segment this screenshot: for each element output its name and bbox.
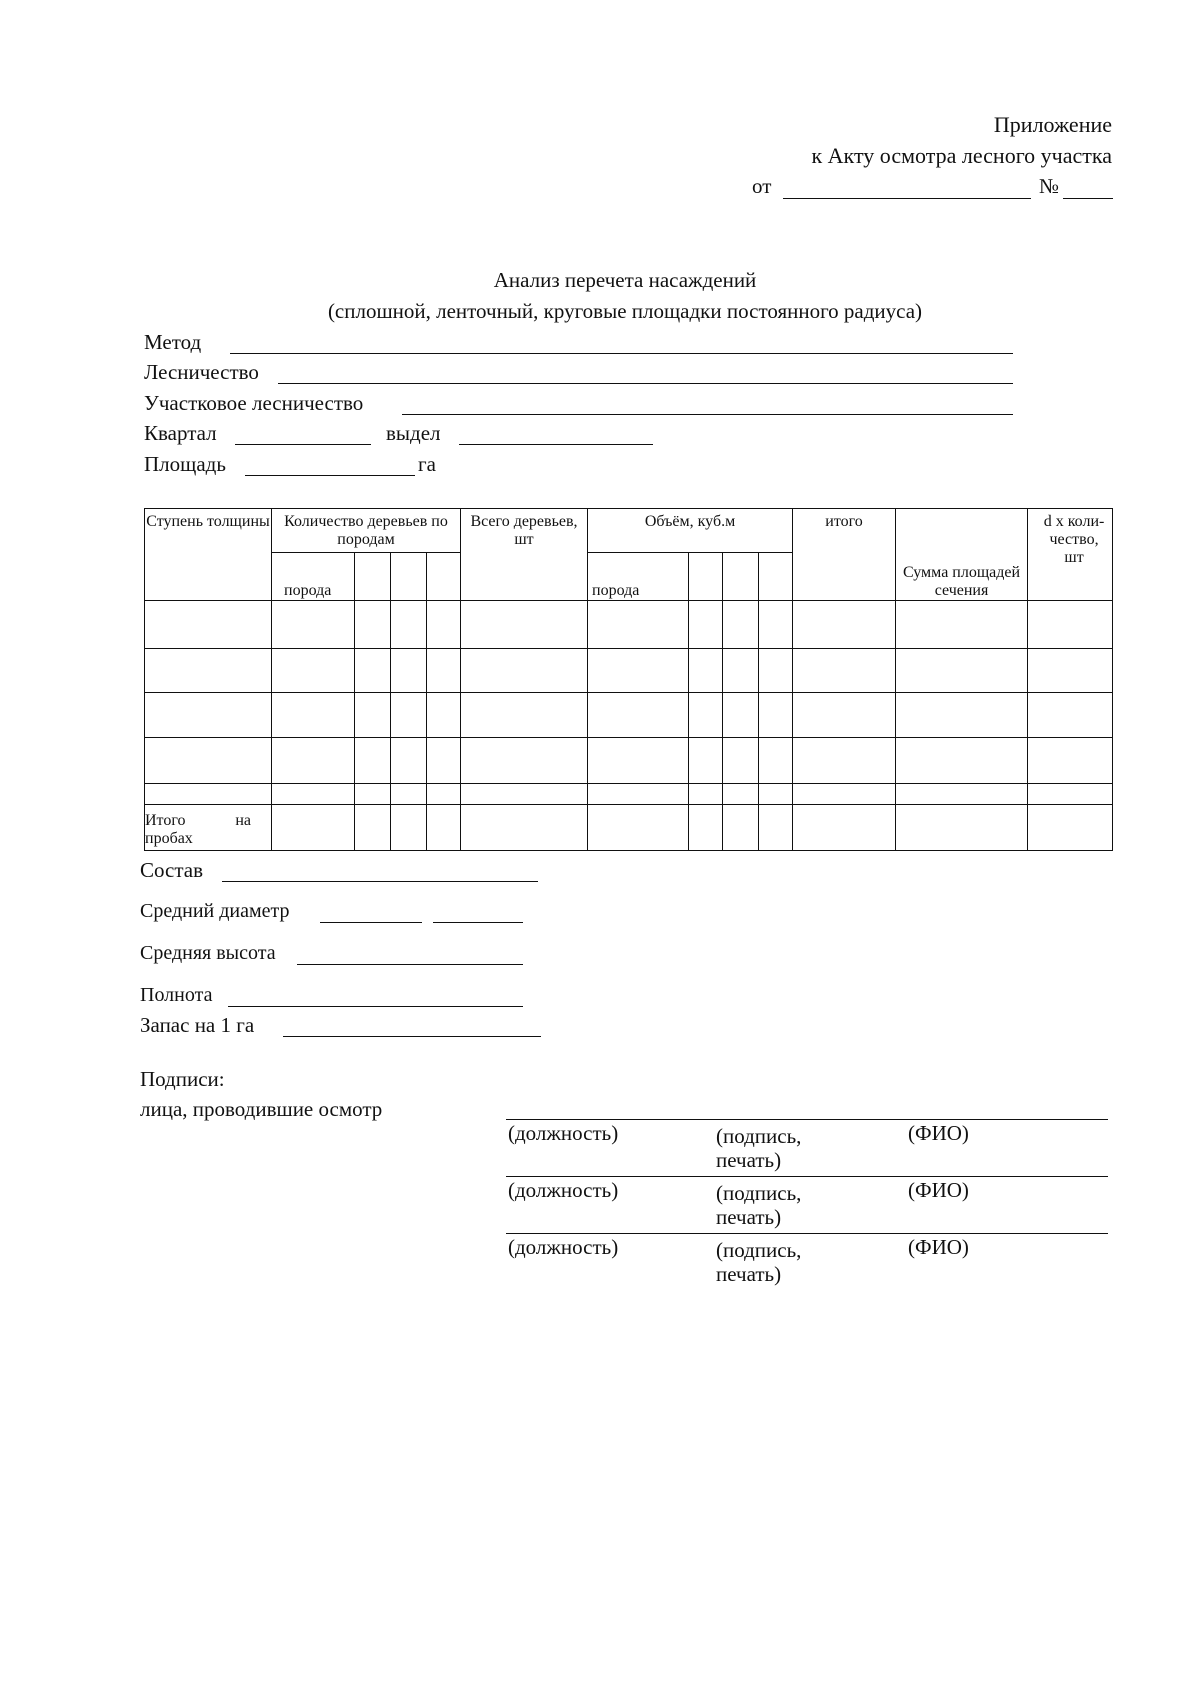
avg-height-field[interactable] bbox=[297, 964, 523, 965]
table-cell[interactable] bbox=[391, 601, 427, 649]
sign-label-1 bbox=[716, 1124, 801, 1172]
position-label-1: (должность) bbox=[508, 1121, 619, 1145]
method-field[interactable] bbox=[230, 353, 1013, 354]
table-cell[interactable] bbox=[355, 649, 391, 693]
table-cell[interactable] bbox=[588, 649, 689, 693]
subheader-species-count: порода bbox=[272, 553, 355, 601]
total-label-left: Итого bbox=[145, 812, 186, 829]
subheader-species-volume: порода bbox=[588, 553, 689, 601]
sign-label-line2: печать) bbox=[716, 1205, 782, 1229]
number-field[interactable] bbox=[1063, 198, 1113, 199]
table-cell[interactable] bbox=[793, 738, 896, 784]
doc-title: Анализ перечета насаждений bbox=[493, 268, 757, 292]
table-cell[interactable] bbox=[355, 738, 391, 784]
table-cell[interactable] bbox=[896, 738, 1028, 784]
table-cell[interactable] bbox=[793, 805, 896, 851]
number-label: № bbox=[1039, 174, 1060, 198]
allotment-field[interactable] bbox=[459, 444, 653, 445]
forestry-field[interactable] bbox=[278, 383, 1013, 384]
table-cell[interactable] bbox=[759, 601, 793, 649]
signatures-title: Подписи: bbox=[140, 1067, 225, 1091]
fio-label-2: (ФИО) bbox=[908, 1178, 969, 1202]
subheader-cell bbox=[427, 553, 461, 601]
table-cell[interactable] bbox=[355, 784, 391, 805]
subheader-cell bbox=[723, 553, 759, 601]
table-cell[interactable] bbox=[793, 601, 896, 649]
table-cell[interactable] bbox=[391, 738, 427, 784]
position-label-2: (должность) bbox=[508, 1178, 619, 1202]
table-cell[interactable] bbox=[1028, 649, 1113, 693]
table-cell[interactable] bbox=[759, 805, 793, 851]
table-cell[interactable] bbox=[793, 693, 896, 738]
table-cell[interactable] bbox=[689, 693, 723, 738]
composition-field[interactable] bbox=[222, 881, 538, 882]
table-cell[interactable] bbox=[723, 601, 759, 649]
subheader-cell bbox=[391, 553, 427, 601]
table-cell[interactable] bbox=[723, 738, 759, 784]
signature-line-2[interactable] bbox=[506, 1176, 1108, 1177]
area-unit: га bbox=[418, 452, 436, 476]
date-field[interactable] bbox=[783, 198, 1031, 199]
table-cell[interactable] bbox=[588, 693, 689, 738]
table-cell[interactable] bbox=[145, 693, 272, 738]
table-cell[interactable] bbox=[461, 693, 588, 738]
enumeration-table bbox=[144, 508, 1113, 851]
sign-label-line1: (подпись, bbox=[716, 1238, 802, 1262]
table-cell[interactable] bbox=[1028, 784, 1113, 805]
header-itogo: итого bbox=[793, 509, 896, 601]
table-cell[interactable] bbox=[355, 601, 391, 649]
table-cell[interactable] bbox=[689, 738, 723, 784]
table-cell[interactable] bbox=[461, 649, 588, 693]
sign-label-line2: печать) bbox=[716, 1262, 782, 1286]
table-cell[interactable] bbox=[689, 784, 723, 805]
table-cell[interactable] bbox=[272, 601, 355, 649]
stock-field[interactable] bbox=[283, 1036, 541, 1037]
table-cell[interactable] bbox=[896, 649, 1028, 693]
table-cell[interactable] bbox=[689, 649, 723, 693]
table-cell[interactable] bbox=[427, 738, 461, 784]
table-cell[interactable] bbox=[759, 649, 793, 693]
table-cell[interactable] bbox=[427, 805, 461, 851]
avg-height-label: Средняя высота bbox=[140, 942, 276, 964]
sign-label-3 bbox=[716, 1238, 801, 1286]
table-cell[interactable] bbox=[145, 601, 272, 649]
table-cell[interactable] bbox=[896, 805, 1028, 851]
table-total-row bbox=[145, 805, 1113, 851]
table-cell[interactable] bbox=[689, 601, 723, 649]
header-volume: Объём, куб.м bbox=[588, 509, 793, 553]
table-cell[interactable] bbox=[272, 805, 355, 851]
table-cell[interactable] bbox=[461, 784, 588, 805]
density-field[interactable] bbox=[228, 1006, 523, 1007]
subheader-cell bbox=[689, 553, 723, 601]
table-cell[interactable] bbox=[689, 805, 723, 851]
fio-label-1: (ФИО) bbox=[908, 1121, 969, 1145]
district-forestry-field[interactable] bbox=[402, 414, 1013, 415]
area-label: Площадь bbox=[144, 452, 226, 476]
table-cell[interactable] bbox=[588, 805, 689, 851]
header-sum-area: Сумма площадей сечения bbox=[896, 509, 1028, 601]
table-cell[interactable] bbox=[272, 784, 355, 805]
table-row bbox=[145, 649, 1113, 693]
table-cell[interactable] bbox=[355, 805, 391, 851]
table-cell[interactable] bbox=[145, 784, 272, 805]
header-total-trees: Всего деревьев, шт bbox=[461, 509, 588, 601]
table-cell[interactable] bbox=[1028, 601, 1113, 649]
table-cell[interactable] bbox=[588, 601, 689, 649]
district-forestry-label: Участковое лесничество bbox=[144, 391, 364, 415]
avg-diameter-field-1[interactable] bbox=[320, 922, 422, 923]
table-cell[interactable] bbox=[145, 649, 272, 693]
table-cell[interactable] bbox=[723, 784, 759, 805]
method-label: Метод bbox=[144, 330, 202, 354]
avg-diameter-field-2[interactable] bbox=[433, 922, 523, 923]
table-cell[interactable] bbox=[391, 649, 427, 693]
table-cell[interactable] bbox=[461, 601, 588, 649]
table-cell[interactable] bbox=[1028, 738, 1113, 784]
quarter-label: Квартал bbox=[144, 421, 217, 445]
table-cell[interactable] bbox=[793, 784, 896, 805]
allotment-label: выдел bbox=[386, 421, 441, 445]
sign-label-line1: (подпись, bbox=[716, 1124, 802, 1148]
table-cell[interactable] bbox=[272, 649, 355, 693]
table-cell[interactable] bbox=[272, 738, 355, 784]
table-cell[interactable] bbox=[588, 784, 689, 805]
table-cell[interactable] bbox=[1028, 805, 1113, 851]
quarter-field[interactable] bbox=[235, 444, 371, 445]
table-cell[interactable] bbox=[355, 693, 391, 738]
table-row bbox=[145, 693, 1113, 738]
table-cell[interactable] bbox=[723, 649, 759, 693]
table-cell[interactable] bbox=[272, 693, 355, 738]
table-cell[interactable] bbox=[461, 805, 588, 851]
table-cell[interactable] bbox=[145, 738, 272, 784]
table-cell[interactable] bbox=[427, 693, 461, 738]
sign-label-2 bbox=[716, 1181, 801, 1229]
table-cell[interactable] bbox=[588, 738, 689, 784]
header-tree-count: Количество деревьев по породам bbox=[272, 509, 461, 553]
table-cell[interactable] bbox=[759, 693, 793, 738]
forestry-label: Лесничество bbox=[144, 360, 259, 384]
composition-label: Состав bbox=[140, 858, 204, 882]
doc-subtitle: (сплошной, ленточный, круговые площадки постоянного радиуса) bbox=[327, 299, 923, 323]
table-cell[interactable] bbox=[896, 784, 1028, 805]
sign-label-line2: печать) bbox=[716, 1148, 782, 1172]
subheader-cell bbox=[759, 553, 793, 601]
table-cell[interactable] bbox=[723, 693, 759, 738]
sign-label-line1: (подпись, bbox=[716, 1181, 802, 1205]
density-label: Полнота bbox=[140, 984, 213, 1006]
table-cell[interactable] bbox=[427, 649, 461, 693]
position-label-3: (должность) bbox=[508, 1235, 619, 1259]
table-cell[interactable] bbox=[427, 601, 461, 649]
fio-label-3: (ФИО) bbox=[908, 1235, 969, 1259]
table-cell[interactable] bbox=[723, 805, 759, 851]
table-row bbox=[145, 784, 1113, 805]
table-row bbox=[145, 601, 1113, 649]
subheader-cell bbox=[355, 553, 391, 601]
stock-label: Запас на 1 га bbox=[140, 1013, 255, 1037]
table-cell[interactable] bbox=[896, 693, 1028, 738]
inspectors-label: лица, проводившие осмотр bbox=[140, 1097, 383, 1121]
signature-line-3[interactable] bbox=[506, 1233, 1108, 1234]
table-cell[interactable] bbox=[896, 601, 1028, 649]
table-cell[interactable] bbox=[391, 693, 427, 738]
table-cell[interactable] bbox=[391, 805, 427, 851]
date-label: от bbox=[752, 174, 772, 198]
total-label-right: на bbox=[235, 812, 251, 829]
avg-diameter-label: Средний диаметр bbox=[140, 900, 290, 922]
appendix-label: Приложение bbox=[993, 112, 1112, 137]
table-cell[interactable] bbox=[391, 784, 427, 805]
table-cell[interactable] bbox=[759, 784, 793, 805]
table-cell[interactable] bbox=[793, 649, 896, 693]
table-cell[interactable] bbox=[1028, 693, 1113, 738]
act-reference: к Акту осмотра лесного участка bbox=[811, 143, 1112, 168]
header-thickness-stage: Ступень толщины bbox=[145, 509, 272, 601]
total-on-samples-label bbox=[145, 805, 272, 851]
signature-line-1[interactable] bbox=[506, 1119, 1108, 1120]
table-cell[interactable] bbox=[461, 738, 588, 784]
table-row bbox=[145, 738, 1113, 784]
table-cell[interactable] bbox=[427, 784, 461, 805]
total-label-line2: пробах bbox=[145, 830, 193, 847]
table-cell[interactable] bbox=[759, 738, 793, 784]
header-dx-count: d x коли-чество, шт bbox=[1028, 509, 1113, 601]
area-field[interactable] bbox=[245, 475, 415, 476]
